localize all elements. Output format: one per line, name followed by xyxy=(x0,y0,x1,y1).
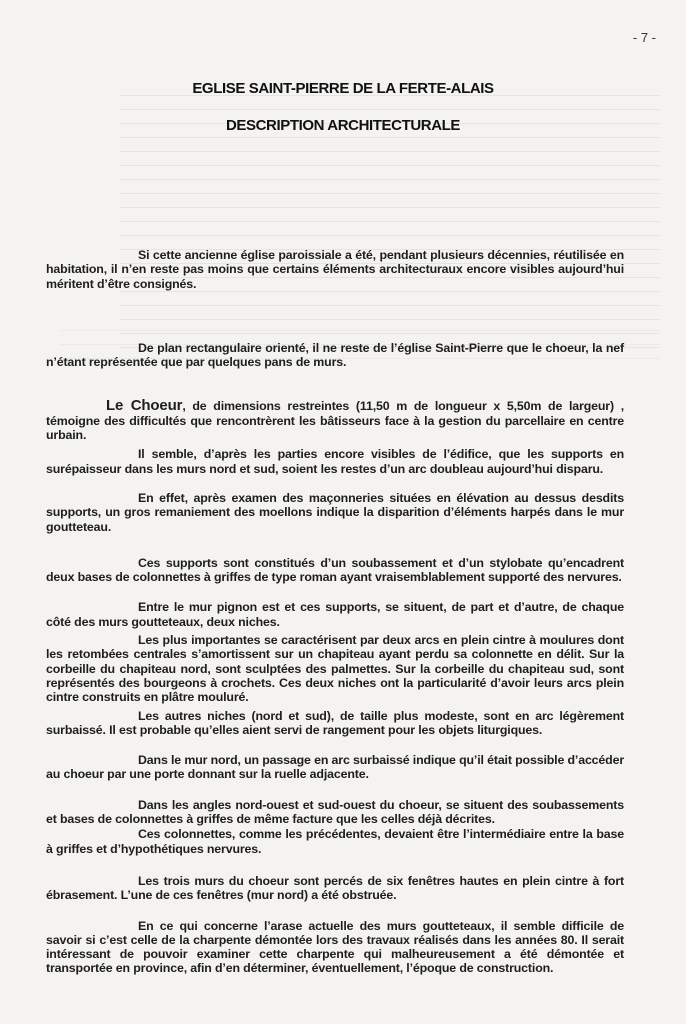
paragraph-text: , de dimensions restreintes (11,50 m de longueur x 5,50m de largeur) , témoigne des difficultés que rencontrèrent les bâtisseurs face à la gestion du parcellaire en centre urbain. xyxy=(46,399,624,443)
paragraph xyxy=(46,399,624,442)
paragraph: Dans les angles nord-ouest et sud-ouest du choeur, se situent des soubassements et bases de colonnettes à griffes de même facture que les celles déjà décrites. xyxy=(46,797,624,827)
paragraph: Dans le mur nord, un passage en arc surbaissé indique qu’il était possible d’accéder au choeur par une porte donnant sur la ruelle adjacente. xyxy=(46,753,624,782)
paragraph: Les autres niches (nord et sud), de taille plus modeste, sont en arc légèrement surbaissé. Il est probable qu’elles aient servi de rangement pour les objets liturgiques. xyxy=(46,708,624,737)
paragraph: Les plus importantes se caractérisent par deux arcs en plein cintre à moulures dont les retombées centrales s’amortissent sur un chapiteau ayant perdu sa colonnette en délit. Sur la corbeille du chapiteau nord, sont sculptées des palmettes. Sur la corbeille du chapiteau sud, sont représentés des bourgeons à crochets. Ces deux niches ont la particularité d’avoir leurs arcs plein cintre construits en plâtre mouluré. xyxy=(46,633,624,705)
paragraph: Ces colonnettes, comme les précédentes, devaient être l’intermédiaire entre la base à griffes et d’hypothétiques nervures. xyxy=(46,827,624,856)
paragraph: Ces supports sont constitués d’un soubassement et d’un stylobate qu’encadrent deux bases de colonnettes à griffes de type roman ayant vraisemblablement supporté des nervures. xyxy=(46,555,624,585)
paragraph: En effet, après examen des maçonneries situées en élévation au dessus desdits supports, un gros remaniement des moellons indique la disparition d’éléments harpés dans le mur goutteteau. xyxy=(46,490,624,534)
paragraph: Si cette ancienne église paroissiale a été, pendant plusieurs décennies, réutilisée en habitation, il n’en reste pas moins que certains éléments architecturaux encore visibles aujourd’hui méritent d’être consignés. xyxy=(46,248,624,291)
paragraph: Les trois murs du choeur sont percés de six fenêtres hautes en plein cintre à fort ébrasement. L’une de ces fenêtres (mur nord) a été obstruée. xyxy=(46,873,624,903)
section-heading: Le Choeur xyxy=(106,397,183,415)
paragraph: Entre le mur pignon est et ces supports, se situent, de part et d’autre, de chaque côté des murs goutteteaux, deux niches. xyxy=(46,600,624,629)
document-body xyxy=(46,248,624,976)
document-title: EGLISE SAINT-PIERRE DE LA FERTE-ALAIS xyxy=(192,80,494,97)
document-subtitle: DESCRIPTION ARCHITECTURALE xyxy=(225,117,461,134)
paragraph: Il semble, d’après les parties encore visibles de l’édifice, que les supports en surépaisseur dans les murs nord et sud, soient les restes d’un arc doubleau aujourd’hui disparu. xyxy=(46,447,624,476)
page-number: - 7 - xyxy=(632,30,656,45)
paragraph: De plan rectangulaire orienté, il ne reste de l’église Saint-Pierre que le choeur, la nef n’étant représentée que par quelques pans de murs. xyxy=(46,340,624,370)
paragraph: En ce qui concerne l’arase actuelle des murs goutteteaux, il semble difficile de savoir si c’est celle de la charpente démontée lors des travaux réalisés dans les années 80. Il serait intéressant de pouvoir examiner cette charpente qui malheureusement a été démontée et transportée en province, afin d’en déterminer, éventuellement, l’époque de construction. xyxy=(46,918,624,976)
